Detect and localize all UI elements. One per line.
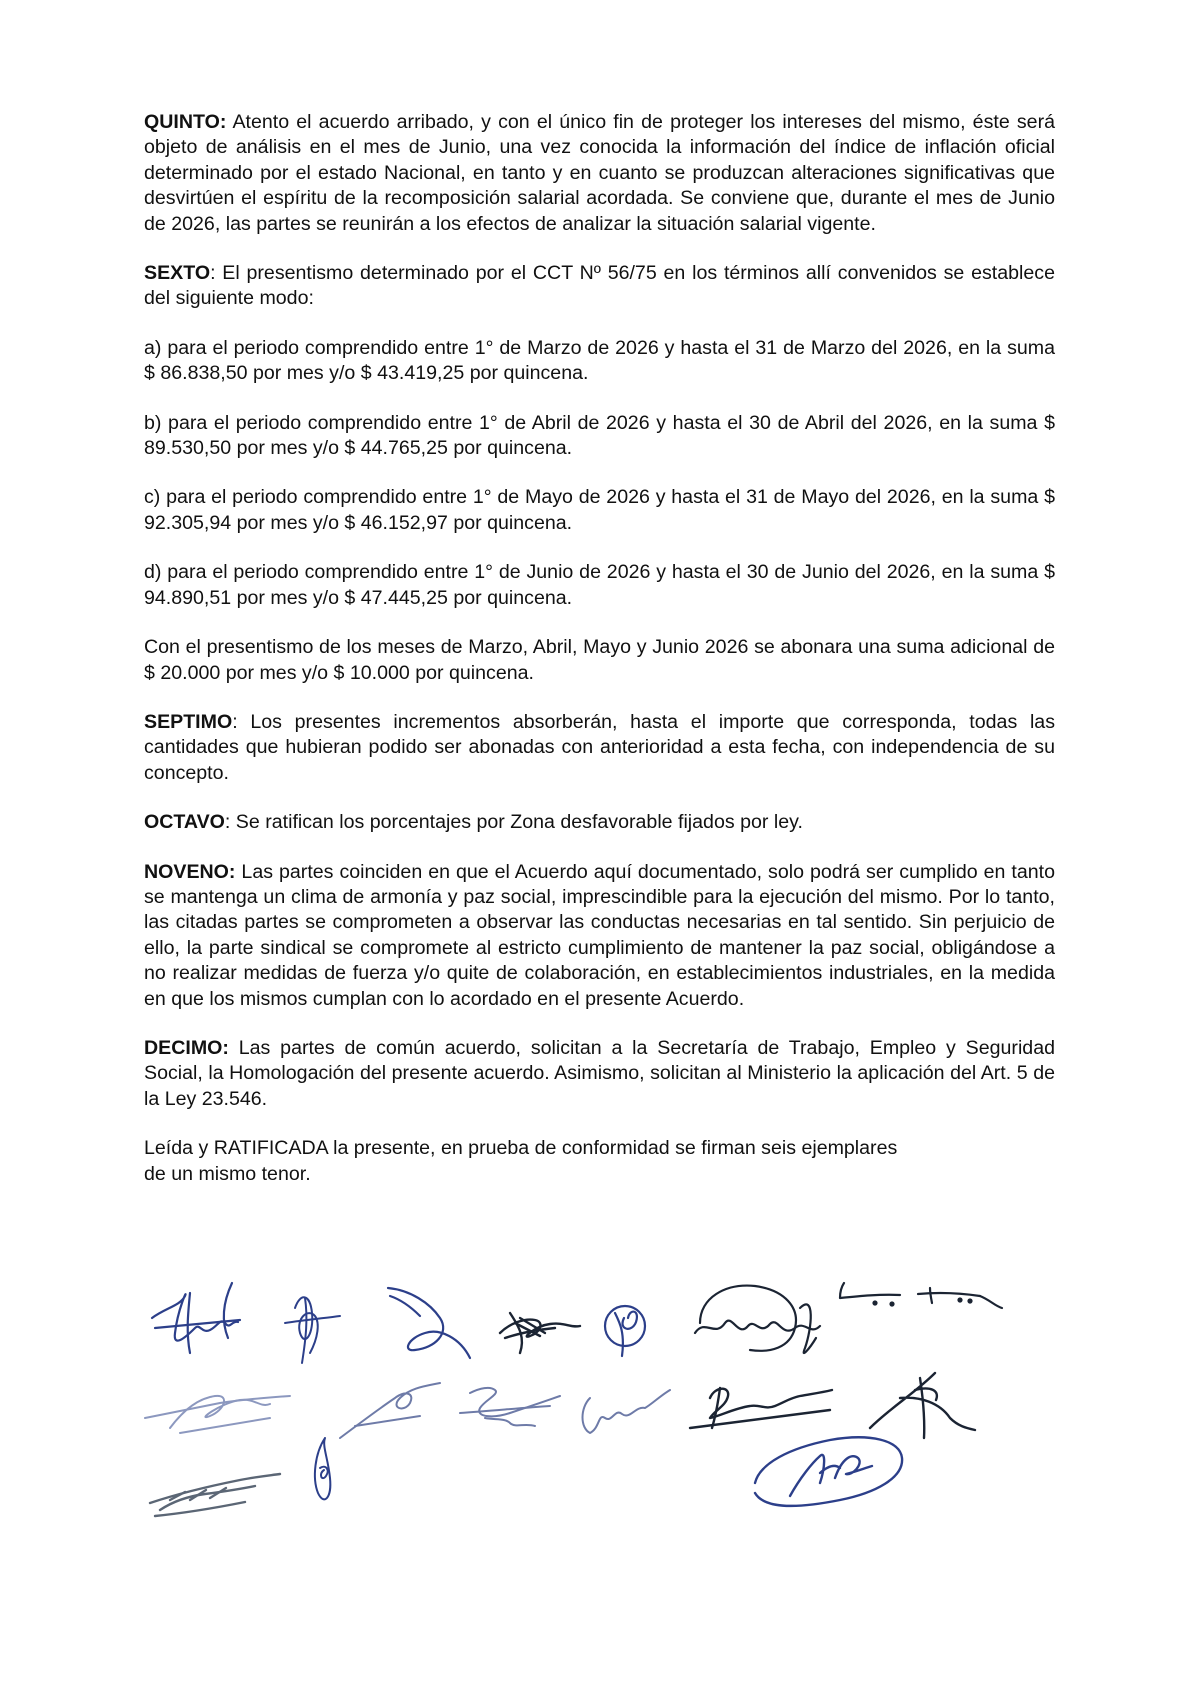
clause-text: : El presentismo determinado por el CCT Nº 56/75 en los términos allí convenidos se establece del siguiente modo: xyxy=(144,262,1055,310)
clause-heading: SEXTO xyxy=(144,262,211,285)
clause-text: Las partes de común acuerdo, solicitan a la Secretaría de Trabajo, Empleo y Seguridad Social, la Homologación del presente acuerdo. Asimismo, solicitan al Ministerio la aplicación del Art. 5 de la Ley 23.546. xyxy=(144,1036,1055,1110)
signature-16 xyxy=(755,1437,902,1506)
clause-text: Atento el acuerdo arribado, y con el único fin de proteger los intereses del mismo, éste será objeto de análisis en el mes de Junio, una vez conocida la información del índice de inflación oficial determinado por el estado Nacional, en tanto y en cuanto se produzcan alteraciones significativas que desvirtúen el espíritu de la recomposición salarial acordada. Se conviene que, durante el mes de Junio de 2026, las partes se reunirán a los efectos de analizar la situación salarial vigente. xyxy=(144,111,1055,235)
signatures-area xyxy=(140,1278,1100,1578)
presentismo-adicional: Con el presentismo de los meses de Marzo, Abril, Mayo y Junio 2026 se abonara una suma adicional de $ 20.000 por mes y/o $ 10.000 por quincena. xyxy=(144,636,1055,684)
clause-heading: DECIMO: xyxy=(144,1036,229,1059)
signature-13 xyxy=(870,1373,975,1438)
clause-quinto xyxy=(144,110,1055,237)
signatures-svg xyxy=(140,1278,1100,1578)
signature-1 xyxy=(152,1283,240,1353)
closing-statement xyxy=(144,1136,1055,1187)
signature-4 xyxy=(500,1313,580,1353)
signature-10 xyxy=(460,1388,560,1426)
presentismo-item-a: a) para el periodo comprendido entre 1° de Marzo de 2026 y hasta el 31 de Marzo del 2026, en la suma $ 86.838,50 por mes y/o $ 43.419,25 por quincena. xyxy=(144,336,1055,385)
signature-11 xyxy=(583,1390,671,1433)
signature-7 xyxy=(840,1283,1002,1308)
clause-text: Las partes coinciden en que el Acuerdo aquí documentado, solo podrá ser cumplido en tanto se mantenga un clima de armonía y paz social, imprescindible para la ejecución del mismo. Por lo tanto, las citadas partes se comprometen a observar las conductas necesarias en tal sentido. Sin perjuicio de ello, la parte sindical se compromete al estricto cumplimiento de mantener la paz social, obligándose a no realizar medidas de fuerza y/o quite de colaboración, en establecimientos industriales, en la medida en que los mismos cumplan con lo acordado en el presente Acuerdo. xyxy=(144,860,1055,1010)
signature-9 xyxy=(340,1383,440,1438)
clause-text: : Los presentes incrementos absorberán, hasta el importe que corresponda, todas las cantidades que hubieran podido ser abonadas con anterioridad a esta fecha, con independencia de su concepto. xyxy=(144,710,1055,784)
clause-decimo xyxy=(144,1036,1055,1112)
clause-heading: SEPTIMO xyxy=(144,710,233,733)
document-body xyxy=(144,110,1055,1187)
signature-8 xyxy=(145,1396,290,1433)
clause-sexto xyxy=(144,261,1055,312)
presentismo-item-b: b) para el periodo comprendido entre 1° de Abril de 2026 y hasta el 30 de Abril del 2026, en la suma $ 89.530,50 por mes y/o $ 44.765,25 por quincena. xyxy=(144,411,1055,460)
clause-text: : Se ratifican los porcentajes por Zona desfavorable fijados por ley. xyxy=(224,811,803,834)
signature-15 xyxy=(315,1438,330,1499)
signature-14 xyxy=(150,1474,280,1516)
clause-octavo xyxy=(144,810,1055,835)
clause-heading: QUINTO: xyxy=(144,111,227,133)
clause-noveno xyxy=(144,860,1055,1012)
clause-heading: OCTAVO xyxy=(144,811,225,834)
signature-12 xyxy=(690,1388,832,1428)
closing-line-2: de un mismo tenor. xyxy=(144,1162,311,1185)
signature-2 xyxy=(285,1297,340,1363)
signature-5 xyxy=(605,1306,645,1356)
signature-3 xyxy=(388,1288,470,1358)
signature-6 xyxy=(695,1286,820,1353)
clause-heading: NOVENO: xyxy=(144,860,236,883)
presentismo-item-d: d) para el periodo comprendido entre 1° de Junio de 2026 y hasta el 30 de Junio del 2026, en la suma $ 94.890,51 por mes y/o $ 47.445,25 por quincena. xyxy=(144,561,1055,609)
clause-septimo xyxy=(144,710,1055,786)
closing-line-1: Leída y RATIFICADA la presente, en prueba de conformidad se firman seis ejemplares xyxy=(144,1137,898,1160)
presentismo-item-c: c) para el periodo comprendido entre 1° de Mayo de 2026 y hasta el 31 de Mayo del 2026, en la suma $ 92.305,94 por mes y/o $ 46.152,97 por quincena. xyxy=(144,486,1055,534)
